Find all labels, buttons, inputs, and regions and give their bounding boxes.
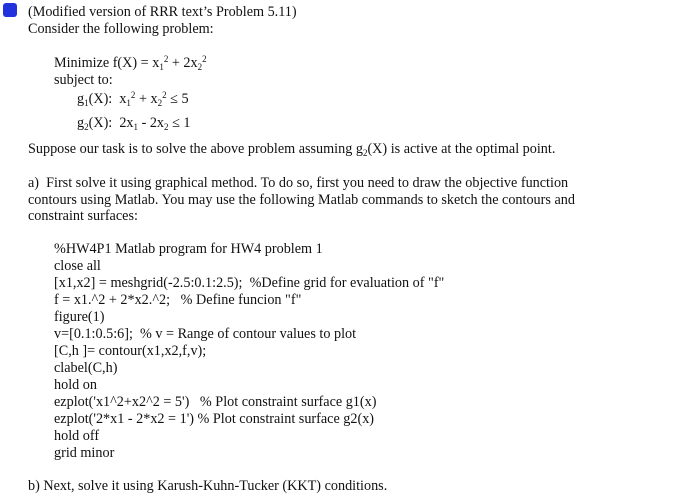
code-line: [x1,x2] = meshgrid(-2.5:0.1:2.5); %Define grid for evaluation of "f"	[54, 275, 445, 291]
intro-text: Consider the following problem:	[28, 21, 214, 37]
code-line: v=[0.1:0.5:6]; % v = Range of contour values to plot	[54, 326, 357, 342]
constraint-g1: $g_1(X)$: $x_1^2 + x_2^2 \le 5$	[77, 90, 189, 108]
part-a-line-3: constraint surfaces:	[28, 208, 138, 224]
part-b-text: b) Next, solve it using Karush-Kuhn-Tucker (KKT) conditions.	[28, 478, 388, 494]
code-line: ezplot('x1^2+x2^2 = 5') % Plot constraint surface g1(x)	[54, 394, 377, 410]
suppose-text: Suppose our task is to solve the above problem assuming $g_2(X)$ is active at the optimal point.	[28, 141, 556, 158]
part-a-line-1: a) First solve it using graphical method. To do so, first you need to draw the objective function	[28, 175, 569, 191]
code-line: close all	[54, 258, 101, 274]
code-line: grid minor	[54, 445, 115, 461]
code-line: hold on	[54, 377, 97, 393]
code-line: figure(1)	[54, 309, 105, 325]
code-line: [C,h ]= contour(x1,x2,f,v);	[54, 343, 207, 359]
subject-to-label: subject to:	[54, 72, 113, 88]
heading: (Modified version of RRR text’s Problem 5.11)	[28, 4, 297, 20]
part-a-line-2: contours using Matlab. You may use the following Matlab commands to sketch the contours and	[28, 192, 575, 208]
blue-bullet-icon	[3, 3, 17, 17]
code-line: hold off	[54, 428, 100, 444]
code-line: f = x1.^2 + 2*x2.^2; % Define funcion "f"	[54, 292, 302, 308]
objective-function: Minimize $f(X) = x_1^2 + 2x_2^2$	[54, 54, 207, 72]
code-line: clabel(C,h)	[54, 360, 118, 376]
code-line: %HW4P1 Matlab program for HW4 problem 1	[54, 241, 323, 257]
code-line: ezplot('2*x1 - 2*x2 = 1') % Plot constraint surface g2(x)	[54, 411, 375, 427]
constraint-g2: $g_2(X)$: $2x_1 - 2x_2 \le 1$	[77, 115, 191, 132]
